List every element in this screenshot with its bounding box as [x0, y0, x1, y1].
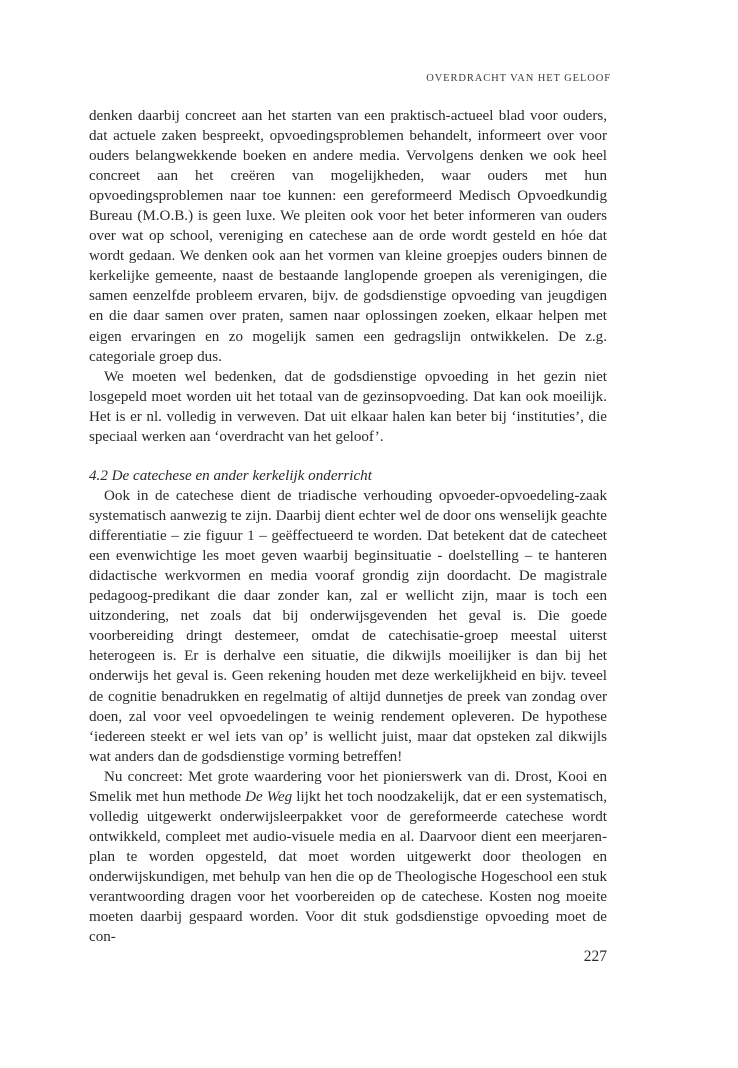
paragraph: Ook in de catechese dient de triadische verhouding opvoeder-opvoedeling-zaak systematisch aanwezig te zijn. Daarbij dient echter wel de door ons wenselijk geachte differentiatie – zie figuur 1 – geëffectueerd te worden. Dat betekent dat de catecheet een evenwichtige les moet geven waarbij beginsituatie - doelstelling – te hanteren didactische werkvormen en media vooraf grondig zijn doordacht. De magistrale pedagoog-predikant die daar zonder kan, zal er wellicht zijn, maar is toch een uitzondering, net zoals dat bij onderwijsgevenden het geval is. Die goede voorbereiding dringt destemeer, omdat de catechisatie-groep meestal uiterst heterogeen is. Er is derhalve een situatie, die dikwijls moeilijker is dan bij het onderwijs het geval is. Geen rekening houden met deze werkelijkheid en bijv. teveel de cognitie benadrukken en regelmatig of altijd dunnetjes de preek van zondag over doen, zal voor veel opvoedelingen te weinig rendement opleveren. De hypothese ‘iedereen steekt er wel iets van op’ is wellicht juist, maar dat opsteken zal dikwijls wat anders dan de godsdienstige vorming betreffen!: [89, 488, 607, 765]
running-head: OVERDRACHT VAN HET GELOOF: [426, 73, 611, 84]
section-heading: 4.2 De catechese en ander kerkelijk onderricht: [89, 468, 372, 484]
page-number: 227: [583, 948, 607, 965]
paragraph: We moeten wel bedenken, dat de godsdienstige opvoeding in het gezin niet losgepeld moet worden uit het totaal van de gezinsopvoeding. Dat kan ook moeilijk. Het is er nl. volledig in verweven. Dat uit elkaar halen kan beter bij ‘instituties’, die speciaal werken aan ‘overdracht van het geloof’.: [89, 368, 607, 445]
paragraph-text: Nu concreet: Met grote waardering voor het pionierswerk van di. Drost, Kooi en Smelik met hun methode: [89, 768, 607, 805]
paragraph-last: [89, 767, 607, 947]
paragraph: denken daarbij concreet aan het starten van een praktisch-actueel blad voor ouders, dat actuele zaken bespreekt, opvoedingsproblemen behandelt, informeert over voor ouders belangwekkende boeken en andere media. Vervolgens denken we ook heel concreet aan het creëren van mogelijkheden, waar ouders met hun opvoedingsproblemen naar toe kunnen: een gereformeerd Medisch Opvoedkundig Bureau (M.O.B.) is geen luxe. We pleiten ook voor het beter informeren van ouders over wat op school, vereniging en catechese aan de orde wordt gesteld en hóe dat wordt gedaan. We denken ook aan het vormen van kleine groepjes ouders binnen de kerkelijke gemeente, naast de bestaande langlopende groepen als verenigingen, die samen eenzelfde probleem ervaren, bijv. de godsdienstige opvoeding van jeugdigen en die daar samen over praten, samen naar oplossingen zoeken, elkaar helpen met eigen ervaringen en zo mogelijk samen een gedragslijn ontwikkelen. De z.g. categoriale groep dus.: [89, 108, 607, 365]
body-text-top: [89, 106, 607, 447]
section-4-2: [89, 466, 607, 947]
book-title: De Weg: [245, 788, 293, 805]
paragraph-text: lijkt het toch noodzakelijk, dat er een systematisch, volledig uitgewerkt onderwijsleerpakket voor de gereformeerde catechese wordt ontwikkeld, compleet met audio-visuele media en al. Daarvoor dient een meerjaren-plan te worden opgesteld, dat moet worden uitgewerkt door theologen en onderwijskundigen, met behulp van hen die op de Theologische Hogeschool een stuk verantwoording dragen voor het voorbereiden op de catechese. Kosten nog moeite moeten daarbij gespaard worden. Voor dit stuk godsdienstige opvoeding moet de con-: [89, 788, 608, 946]
